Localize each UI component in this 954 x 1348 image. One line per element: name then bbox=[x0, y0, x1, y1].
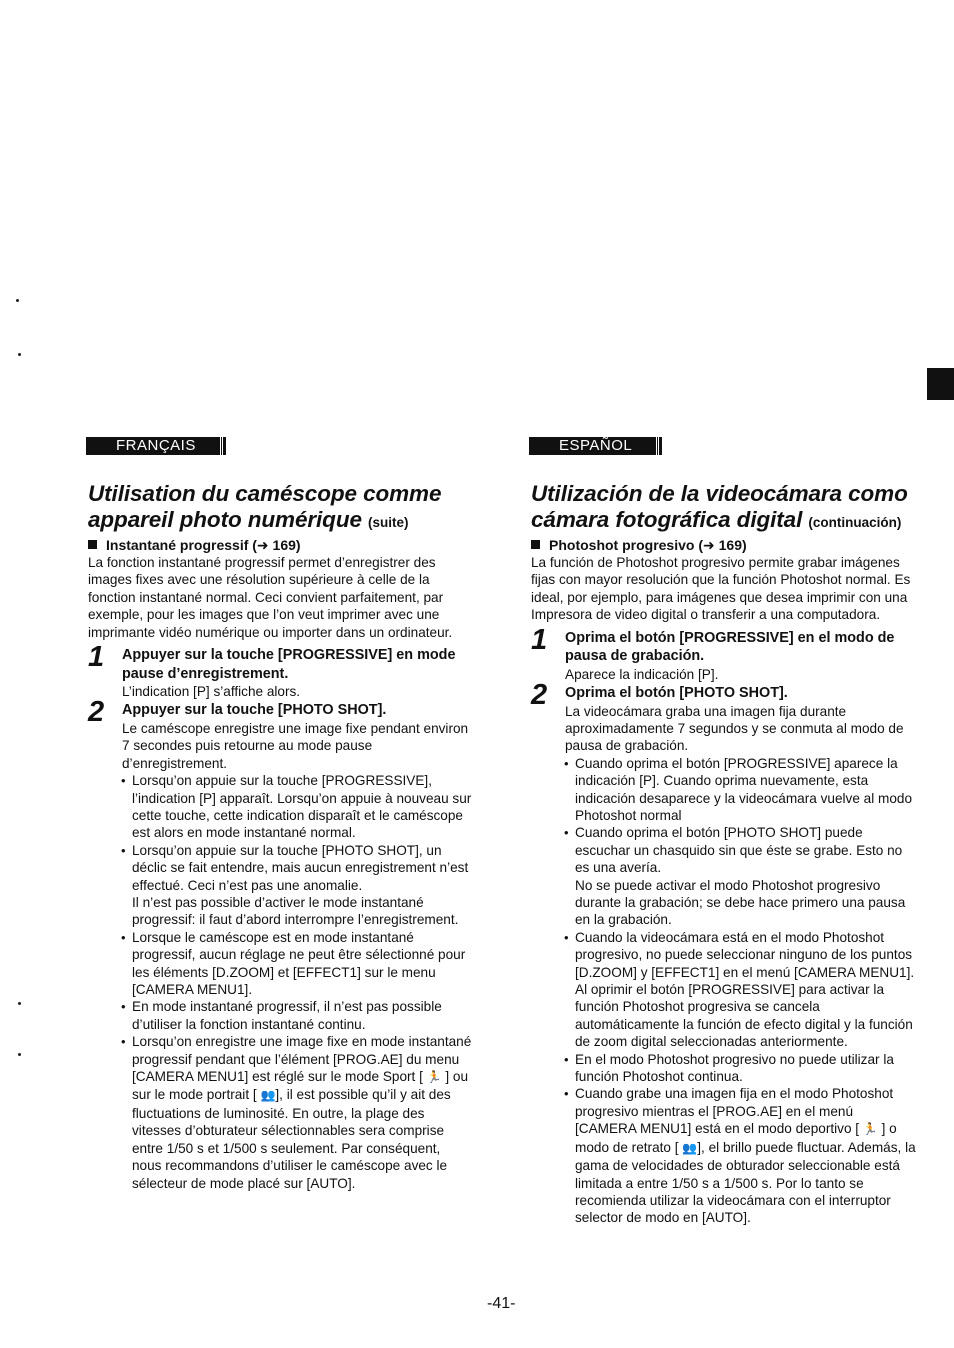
note-text-part: ] ou sur le mode portrait [ bbox=[132, 1069, 469, 1103]
section-title-fr bbox=[88, 481, 473, 536]
step-text: La videocámara graba una imagen fija durante aproximadamente 7 segundos y se conmuta al modo de pausa de grabación. bbox=[565, 703, 904, 754]
note-bullet: • Cuando oprima el botón [PHOTO SHOT] puede escuchar un chasquido sin que éste se grabe. Esto no es una avería. bbox=[565, 824, 916, 876]
scan-speck bbox=[18, 1002, 21, 1005]
step-number: 2 bbox=[88, 696, 105, 729]
step-number: 1 bbox=[88, 641, 105, 674]
note-text-part: ], el brillo puede fluctuar. Además, la gama de velocidades de obturador seleccionable está limitada a entre 1/50 s a 1/500 s. Por lo tanto se recomienda utilizar la videocámara con el interruptor selector de modo en [AUTO]. bbox=[575, 1139, 916, 1226]
note-bullet: • Lorsque le caméscope est en mode instantané progressif, aucun réglage ne peut être sélectionné pour les éléments [D.ZOOM] et [EFFECT1] sur le menu [CAMERA MENU1]. bbox=[122, 929, 473, 999]
intro-paragraph: La fonction instantané progressif permet d’enregistrer des images fixes avec une résolution supérieure à celle de la fonction instantané normal. Ceci convient parfaitement, par exemple, pour les images que l’on veut imprimer avec une imprimante vidéo numérique ou importer dans un ordinateur. bbox=[88, 555, 453, 640]
step-text: L’indication [P] s’affiche alors. bbox=[122, 684, 301, 700]
note-bullet: • Cuando oprima el botón [PROGRESSIVE] aparece la indicación [P]. Cuando oprima nuevamente, esta indicación desaparece y la videocámara vuelve al modo Photoshot normal bbox=[565, 755, 916, 825]
step-number: 1 bbox=[531, 623, 548, 656]
subheading-text: Photoshot progresivo (➜ 169) bbox=[549, 537, 747, 553]
portrait-mode-icon: 👥 bbox=[260, 1088, 276, 1103]
note-bullet: • Lorsqu’on appuie sur la touche [PHOTO SHOT], un déclic se fait entendre, mais aucun enregistrement n’est effectué. Ceci n’est pas une anomalie. bbox=[122, 842, 473, 894]
step-2 bbox=[88, 696, 473, 1191]
note-text: No se puede activar el modo Photoshot progresivo durante la grabación; se debe hace primero una pausa en la grabación. bbox=[575, 877, 906, 928]
note-bullet bbox=[122, 1033, 473, 1192]
language-label-es: ESPAÑOL bbox=[529, 437, 659, 455]
step-number: 2 bbox=[531, 679, 548, 712]
portrait-mode-icon: 👥 bbox=[682, 1140, 698, 1155]
note-bullet: • Lorsqu’on appuie sur la touche [PROGRESSIVE], l’indication [P] apparaît. Lorsqu’on appuie à nouveau sur cette touche, cette indication disparaît et le caméscope est alors en mode instantané normal. bbox=[122, 772, 473, 842]
title-suffix: (continuación) bbox=[808, 515, 902, 530]
intro-paragraph: La función de Photoshot progresivo permite grabar imágenes fijas con mayor resolución que la función Photoshot normal. Es ideal, por ejemplo, para imágenes que desea imprimir con una Impresora de video digital o transferir a una computadora. bbox=[531, 555, 911, 623]
note-bullet: • En mode instantané progressif, il n’est pas possible d’utiliser la fonction instantané continu. bbox=[122, 998, 473, 1033]
step-text: Aparece la indicación [P]. bbox=[565, 666, 719, 682]
note-text: Il n’est pas possible d’activer le mode instantané progressif: il faut d’abord interrompre l’enregistrement. bbox=[132, 895, 459, 928]
page-number: -41- bbox=[487, 1295, 516, 1312]
sport-mode-icon: 🏃 bbox=[862, 1122, 878, 1137]
spanish-column bbox=[531, 437, 916, 1227]
square-bullet-icon bbox=[88, 540, 97, 549]
step-2 bbox=[531, 679, 916, 1227]
step-title: Appuyer sur la touche [PROGRESSIVE] en mode pause d’enregistrement. bbox=[122, 647, 456, 682]
scan-speck bbox=[18, 1053, 21, 1056]
sport-mode-icon: 🏃 bbox=[426, 1070, 442, 1085]
step-title: Oprima el botón [PHOTO SHOT]. bbox=[565, 685, 788, 702]
note-text-part: ], il est possible qu’il y ait des fluctuations de luminosité. En outre, la plage des vitesses d’obturateur sélectionnables sera comprise entre 1/50 s et 1/500 s seulement. Par conséquent, nous recommandons d’utiliser le caméscope avec le sélecteur de mode placé sur [AUTO]. bbox=[132, 1087, 451, 1191]
step-text: Le caméscope enregistre une image fixe pendant environ 7 secondes puis retourne au mode pause d’enregistrement. bbox=[122, 720, 469, 771]
step-title: Appuyer sur la touche [PHOTO SHOT]. bbox=[122, 702, 387, 719]
section-thumb-tab bbox=[927, 368, 954, 400]
note-bullet: • En el modo Photoshot progresivo no puede utilizar la función Photoshot continua. bbox=[565, 1051, 916, 1086]
square-bullet-icon bbox=[531, 540, 540, 549]
french-column bbox=[88, 437, 473, 1192]
step-1 bbox=[531, 623, 916, 683]
title-line1: Utilisation du caméscope comme bbox=[88, 481, 442, 506]
language-label-fr: FRANÇAIS bbox=[86, 437, 223, 455]
subheading-text: Instantané progressif (➜ 169) bbox=[106, 537, 301, 553]
title-line2: appareil photo numérique bbox=[88, 507, 362, 532]
step-title: Oprima el botón [PROGRESSIVE] en el modo de pausa de grabación. bbox=[565, 629, 895, 665]
title-suffix: (suite) bbox=[368, 515, 409, 530]
section-title-es bbox=[531, 481, 916, 536]
scan-speck bbox=[16, 299, 19, 302]
note-text-part: ] o modo de retrato [ bbox=[575, 1121, 897, 1155]
note-bullet bbox=[565, 1085, 916, 1226]
subheading-es bbox=[531, 537, 916, 553]
title-line2: cámara fotográfica digital bbox=[531, 507, 803, 532]
note-text-part: Lorsqu’on enregistre une image fixe en mode instantané progressif pendant que l’élément [PROG.AE] du menu [CAMERA MENU1] est réglé sur le mode Sport [ bbox=[132, 1034, 472, 1085]
step-1 bbox=[88, 641, 473, 700]
note-text-part: Cuando grabe una imagen fija en el modo Photoshot progresivo mientras el [PROG.AE] en el menú [CAMERA MENU1] está en el modo deportivo [ bbox=[575, 1086, 894, 1137]
title-line1: Utilización de la videocámara como bbox=[531, 481, 908, 506]
subheading-fr bbox=[88, 537, 473, 553]
scan-speck bbox=[18, 353, 21, 356]
note-bullet: • Cuando la videocámara está en el modo Photoshot progresivo, no puede seleccionar ninguno de los puntos [D.ZOOM] y [EFFECT1] en el menú [CAMERA MENU1]. Al oprimir el botón [PROGRESSIVE] para activar la función Photoshot progresiva se cancela automáticamente la función de efecto digital y la función de zoom digital seleccionadas anteriormente. bbox=[565, 929, 916, 1051]
